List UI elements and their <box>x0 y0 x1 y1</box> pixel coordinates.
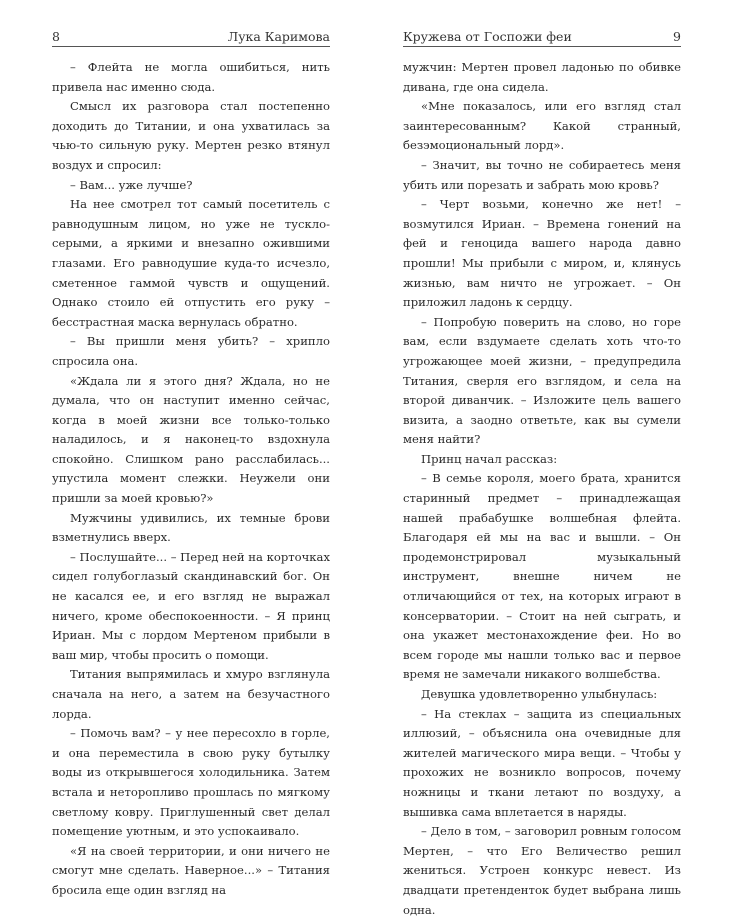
left-page <box>0 0 365 897</box>
paragraph: Смысл их разговора стал постепенно доходить до Титании, и она ухватилась за чью-то сильную руку. Мертен резко втянул воздух и спросил: <box>52 99 330 172</box>
paragraph: мужчин: Мертен провел ладонью по обивке дивана, где она сидела. <box>403 60 681 94</box>
paragraph: – Помочь вам? – у нее пересохло в горле, и она переместила в свою руку бутылку воды из открывшегося холодильника. Затем встала и неторопливо прошлась по мягкому светлому ковру. Приглушенный свет делал помещение уютным, и это успокаивало. <box>52 726 330 839</box>
paragraph: – В семье короля, моего брата, хранится старинный предмет – принадлежащая нашей прабабушке волшебная флейта. Благодаря ей мы на вас и вышли. – Он продемонстрировал музыкальный инструмент, внешне ничем не отличающийся от тех, на которых играют в консерватории. – Стоит на ней сыграть, и она укажет местонахождение феи. Но во всем городе мы нашли только вас и первое время не замечали никакого волшебства. <box>403 471 681 682</box>
paragraph: «Я на своей территории, и они ничего не смогут мне сделать. Наверное...» – Титания бросила еще один взгляд на <box>52 843 330 897</box>
paragraph: – Вам... уже лучше? <box>70 177 193 192</box>
header-rule <box>403 46 681 47</box>
paragraph: Мужчины удивились, их темные брови взметнулись вверх. <box>52 510 330 545</box>
paragraph: На нее смотрел тот самый посетитель с равнодушным лицом, но уже не тускло-серыми, а яркими и внезапно ожившими глазами. Его равнодушие куда-то исчезло, сметенное гаммой чувств и ощущений. Однако стоило ей отпустить его руку – бесстрастная маска вернулась обратно. <box>52 197 330 329</box>
paragraph: – Черт возьми, конечно же нет! – возмутился Ириан. – Времена гонений на фей и геноцида вашего народа давно прошли! Мы прибыли с миром, и, клянусь жизнью, вам ничто не угрожает. – Он приложил ладонь к сердцу. <box>403 197 681 310</box>
paragraph: – Вы пришли меня убить? – хрипло спросила она. <box>52 334 330 368</box>
page-number: 9 <box>673 29 681 44</box>
right-page <box>365 0 730 917</box>
body-text <box>403 58 681 920</box>
header-rule <box>52 46 330 47</box>
author-name: Лука Каримова <box>227 29 330 44</box>
page-number: 8 <box>52 29 60 44</box>
paragraph: Девушка удовлетворенно улыбнулась: <box>421 687 658 701</box>
book-title: Кружева от Госпожи феи <box>403 29 572 44</box>
paragraph: «Ждала ли я этого дня? Ждала, но не думала, что он наступит именно сейчас, когда в моей жизни все только-только наладилось, и я наконец-то вздохнула спокойно. Слишком рано расслабилась... упустила момент слежки. Неужели они пришли за моей кровью?» <box>52 373 330 506</box>
paragraph: «Мне показалось, или его взгляд стал заинтересованным? Какой странный, безэмоциональный лорд». <box>403 99 681 153</box>
body-text <box>52 58 330 901</box>
paragraph: – Флейта не могла ошибиться, нить привела нас именно сюда. <box>52 60 330 94</box>
paragraph: – Значит, вы точно не собираетесь меня убить или порезать и забрать мою кровь? <box>403 157 681 192</box>
paragraph: – Послушайте... – Перед ней на корточках сидел голубоглазый скандинавский бог. Он не касался ее, и его взгляд не выражал ничего, кроме обеспокоенности. – Я принц Ириан. Мы с лордом Мертеном прибыли в ваш мир, чтобы просить о помощи. <box>52 549 330 662</box>
paragraph: Титания выпрямилась и хмуро взглянула сначала на него, а затем на безучастного лорда. <box>52 667 330 721</box>
paragraph: Принц начал рассказ: <box>421 451 558 466</box>
paragraph: – Попробую поверить на слово, но горе вам, если вздумаете сделать хоть что-то угрожающее моей жизни, – предупредила Титания, сверля его взглядом, и села на второй диванчик. – Изложите цель вашего визита, а заодно ответьте, как вы сумели меня найти? <box>403 314 681 447</box>
paragraph: – На стеклах – защита из специальных иллюзий, – объяснила она очевидные для жителей магического мира вещи. – Чтобы у прохожих не возникло вопросов, почему ножницы и ткани летают по воздуху, а вышивка сама вплетается в наряды. <box>403 706 681 819</box>
paragraph: – Дело в том, – заговорил ровным голосом Мертен, – что Его Величество решил жениться. Устроен конкурс невест. Из двадцати претенденток будет выбрана лишь одна. <box>403 824 681 917</box>
